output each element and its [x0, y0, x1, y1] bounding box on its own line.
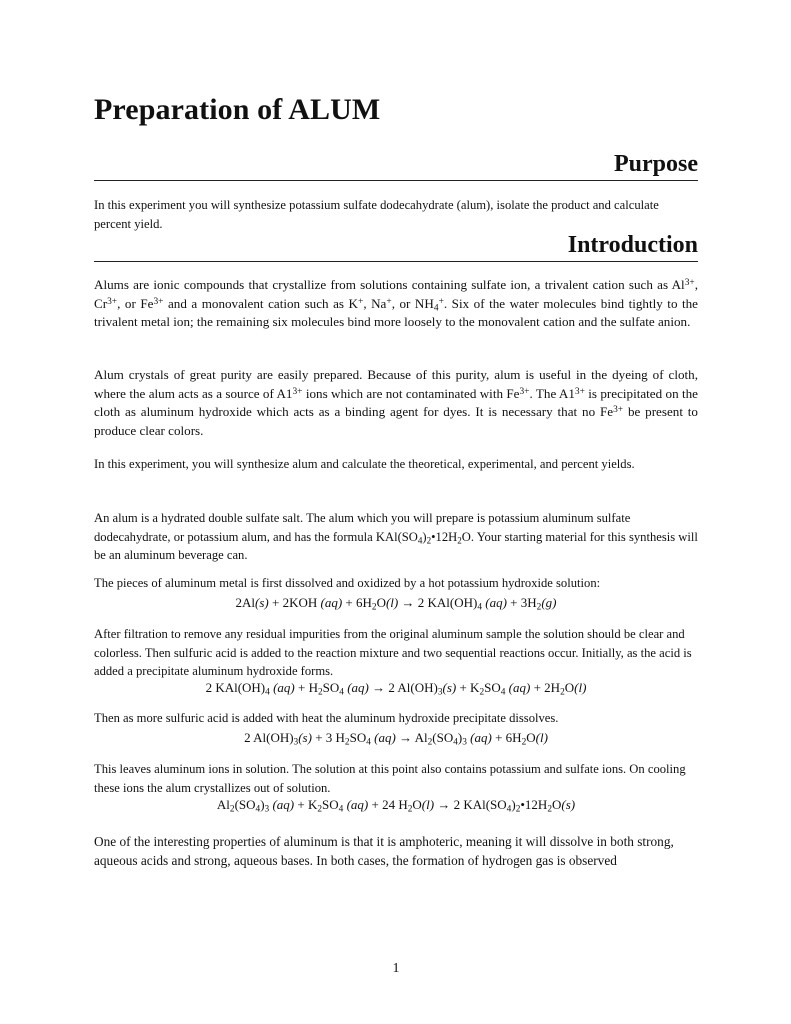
section-heading-introduction: Introduction: [94, 230, 698, 262]
purpose-paragraph: In this experiment you will synthesize potassium sulfate dodecahydrate (alum), isolate the product and calculate percent yield.: [94, 198, 659, 231]
page-title: Preparation of ALUM: [94, 93, 381, 126]
intro-paragraph-2: Alum crystals of great purity are easily prepared. Because of this purity, alum is useful in the dyeing of cloth, where the alum acts as a source of $A1^{3+}$ ions which are not contaminated with $Fe^{3+}$. The $A1^{3+}$ is precipitated on the cloth as aluminum hydroxide which acts as a binding agent for dyes. It is necessary that no $Fe^{3+}$ be present to produce clear colors.: [94, 367, 698, 438]
equation-4: $Al_2(SO_4)_3$ $(aq) + K_2SO_4$ (aq) + 24 $H_2O(l) \to 2$ $KAl(SO_4)_2•12H_2O(s)$: [216, 797, 576, 815]
page-number: 1: [392, 961, 400, 976]
intro-paragraph-1: Alums are ionic compounds that crystallize from solutions containing sulfate ion, a trivalent cation such as $Al^{3+}$, $Cr^{3+}$, or $Fe^{3+}$ and a monovalent cation such as K+, Na+, or $NH_4^+$. Six of the water molecules bind tightly to the trivalent metal ion; the remaining six molecules bind more loosely to the monovalent cation and the sulfate anion.: [94, 277, 698, 329]
section-heading-purpose: Purpose: [94, 149, 698, 181]
intro-paragraph-9: One of the interesting properties of aluminum is that it is amphoteric, meaning it will dissolve in both strong, aqueous acids and strong, aqueous bases. In both cases, the formation of hydrogen gas is observed: [94, 834, 674, 868]
intro-paragraph-8: This leaves aluminum ions in solution. The solution at this point also contains potassium and sulfate ions. On cooling these ions the alum crystallizes out of solution.: [94, 762, 686, 795]
intro-paragraph-4: An alum is a hydrated double sulfate salt. The alum which you will prepare is potassium aluminum sulfate dodecahydrate, or potassium alum, and has the formula $KAl(SO_4)_2•12H_2O$. Your starting material for this synthesis will be an aluminum beverage can.: [94, 511, 698, 562]
equation-2: 2 $KAl(OH)_4$ $(aq) + H_2SO_4$ (aq) → 2 $Al(OH)_3(s) + K_2SO_4$ $(aq) + 2H_2O(l)$: [205, 680, 587, 698]
intro-paragraph-3: In this experiment, you will synthesize alum and calculate the theoretical, experimental, and percent yields.: [94, 457, 635, 471]
equation-1: 2Al(s) + 2KOH $(aq) + 6H_2O(l) \to 2$ $KAl(OH)_4$ $(aq) + 3H_2(g)$: [235, 595, 557, 613]
intro-paragraph-7: Then as more sulfuric acid is added with heat the aluminum hydroxide precipitate dissolves.: [94, 711, 559, 725]
intro-paragraph-5: The pieces of aluminum metal is first dissolved and oxidized by a hot potassium hydroxide solution:: [94, 576, 601, 590]
equation-3: 2 $Al(OH)_3(s) + 3$ $H_2SO_4$ $(aq) \to Al_2(SO_4)_3$ $(aq) + 6H_2O(l)$: [244, 730, 548, 748]
intro-paragraph-6: After filtration to remove any residual impurities from the original aluminum sample the solution should be clear and colorless. Then sulfuric acid is added to the reaction mixture and two sequential reactions occur. Initially, as the acid is added a precipitate aluminum hydroxide forms.: [94, 627, 692, 678]
